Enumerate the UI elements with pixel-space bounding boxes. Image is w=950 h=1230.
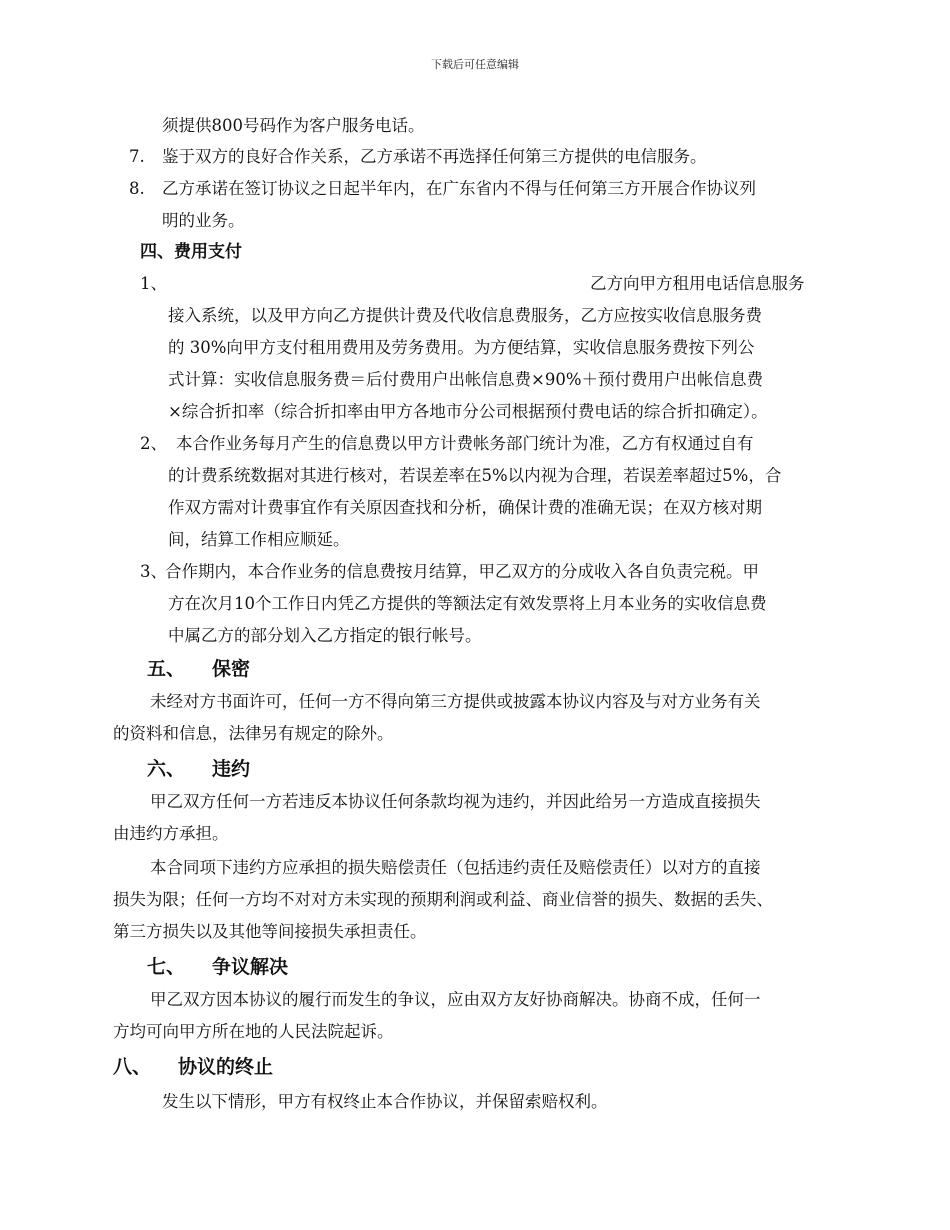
clause-line: 的 30%向甲方支付租用费用及劳务费用。为方便结算，实收信息服务费按下列公 <box>168 338 755 357</box>
section-title: 争议解决 <box>212 956 289 978</box>
section-heading <box>147 656 251 682</box>
list-number: 7. <box>129 147 145 166</box>
paragraph-line: 损失为限；任何一方均不对对方未实现的预期利润或利益、商业信誉的损失、数据的丢失、 <box>113 890 773 909</box>
paragraph-line: 由违约方承担。 <box>113 824 229 843</box>
page-header: 下载后可任意编辑 <box>431 58 519 71</box>
clause-line: 合作期内，本合作业务的信息费按月结算，甲乙双方的分成收入各自负责完税。甲 <box>165 562 759 581</box>
clause-line: 式计算：实收信息服务费＝后付费用户出帐信息费×90%＋预付费用户出帐信息费 <box>168 370 763 389</box>
clause-number: 2、 <box>140 434 167 453</box>
section-title: 协议的终止 <box>178 1056 274 1078</box>
clause-line: 方在次月10个工作日内凭乙方提供的等额法定有效发票将上月本业务的实收信息费 <box>168 594 767 613</box>
list-item-text: 鉴于双方的良好合作关系，乙方承诺不再选择任何第三方提供的电信服务。 <box>162 147 707 166</box>
paragraph-line: 方均可向甲方所在地的人民法院起诉。 <box>113 1022 394 1041</box>
section-heading <box>147 756 251 782</box>
section-heading <box>113 1054 274 1080</box>
section-number: 五、 <box>147 658 186 680</box>
section-heading: 四、费用支付 <box>140 242 242 262</box>
clause-line: 中属乙方的部分划入乙方指定的银行帐号。 <box>168 626 482 645</box>
section-title: 保密 <box>212 658 251 680</box>
section-heading <box>147 954 289 980</box>
section-number: 六、 <box>147 758 186 780</box>
section-number: 七、 <box>147 956 186 978</box>
paragraph-line: 未经对方书面许可，任何一方不得向第三方提供或披露本协议内容及与对方业务有关 <box>150 692 761 711</box>
clause-line: 接入系统，以及甲方向乙方提供计费及代收信息费服务，乙方应按实收信息服务费 <box>168 306 762 325</box>
paragraph-line: 须提供800号码作为客户服务电话。 <box>162 116 425 135</box>
clause-number: 1、 <box>140 274 167 293</box>
clause-line: 乙方向甲方租用电话信息服务 <box>590 274 805 293</box>
paragraph-line: 本合同项下违约方应承担的损失赔偿责任（包括违约责任及赔偿责任）以对方的直接 <box>150 858 761 877</box>
clause-line: 间，结算工作相应顺延。 <box>168 530 350 549</box>
list-number: 8. <box>129 179 145 198</box>
paragraph-line: 的资料和信息，法律另有规定的除外。 <box>113 724 394 743</box>
list-item-text: 明的业务。 <box>162 211 245 230</box>
paragraph-line: 第三方损失以及其他等间接损失承担责任。 <box>113 922 427 941</box>
clause-line: ×综合折扣率（综合折扣率由甲方各地市分公司根据预付费电话的综合折扣确定）。 <box>168 402 768 421</box>
clause-line: 的计费系统数据对其进行核对，若误差率在5%以内视为合理，若误差率超过5%，合 <box>168 466 782 485</box>
list-item-text: 乙方承诺在签订协议之日起半年内，在广东省内不得与任何第三方开展合作协议列 <box>162 179 756 198</box>
paragraph-line: 甲乙双方因本协议的履行而发生的争议，应由双方友好协商解决。协商不成，任何一 <box>150 990 761 1009</box>
paragraph-line: 发生以下情形，甲方有权终止本合作协议，并保留索赔权利。 <box>162 1092 608 1111</box>
clause-line: 本合作业务每月产生的信息费以甲方计费帐务部门统计为准，乙方有权通过自有 <box>176 434 754 453</box>
section-title: 违约 <box>212 758 251 780</box>
clause-number: 3、 <box>140 562 167 581</box>
paragraph-line: 甲乙双方任何一方若违反本协议任何条款均视为违约，并因此给另一方造成直接损失 <box>150 792 761 811</box>
section-number: 八、 <box>113 1056 152 1078</box>
clause-line: 作双方需对计费事宜作有关原因查找和分析，确保计费的准确无误；在双方核对期 <box>168 498 762 517</box>
